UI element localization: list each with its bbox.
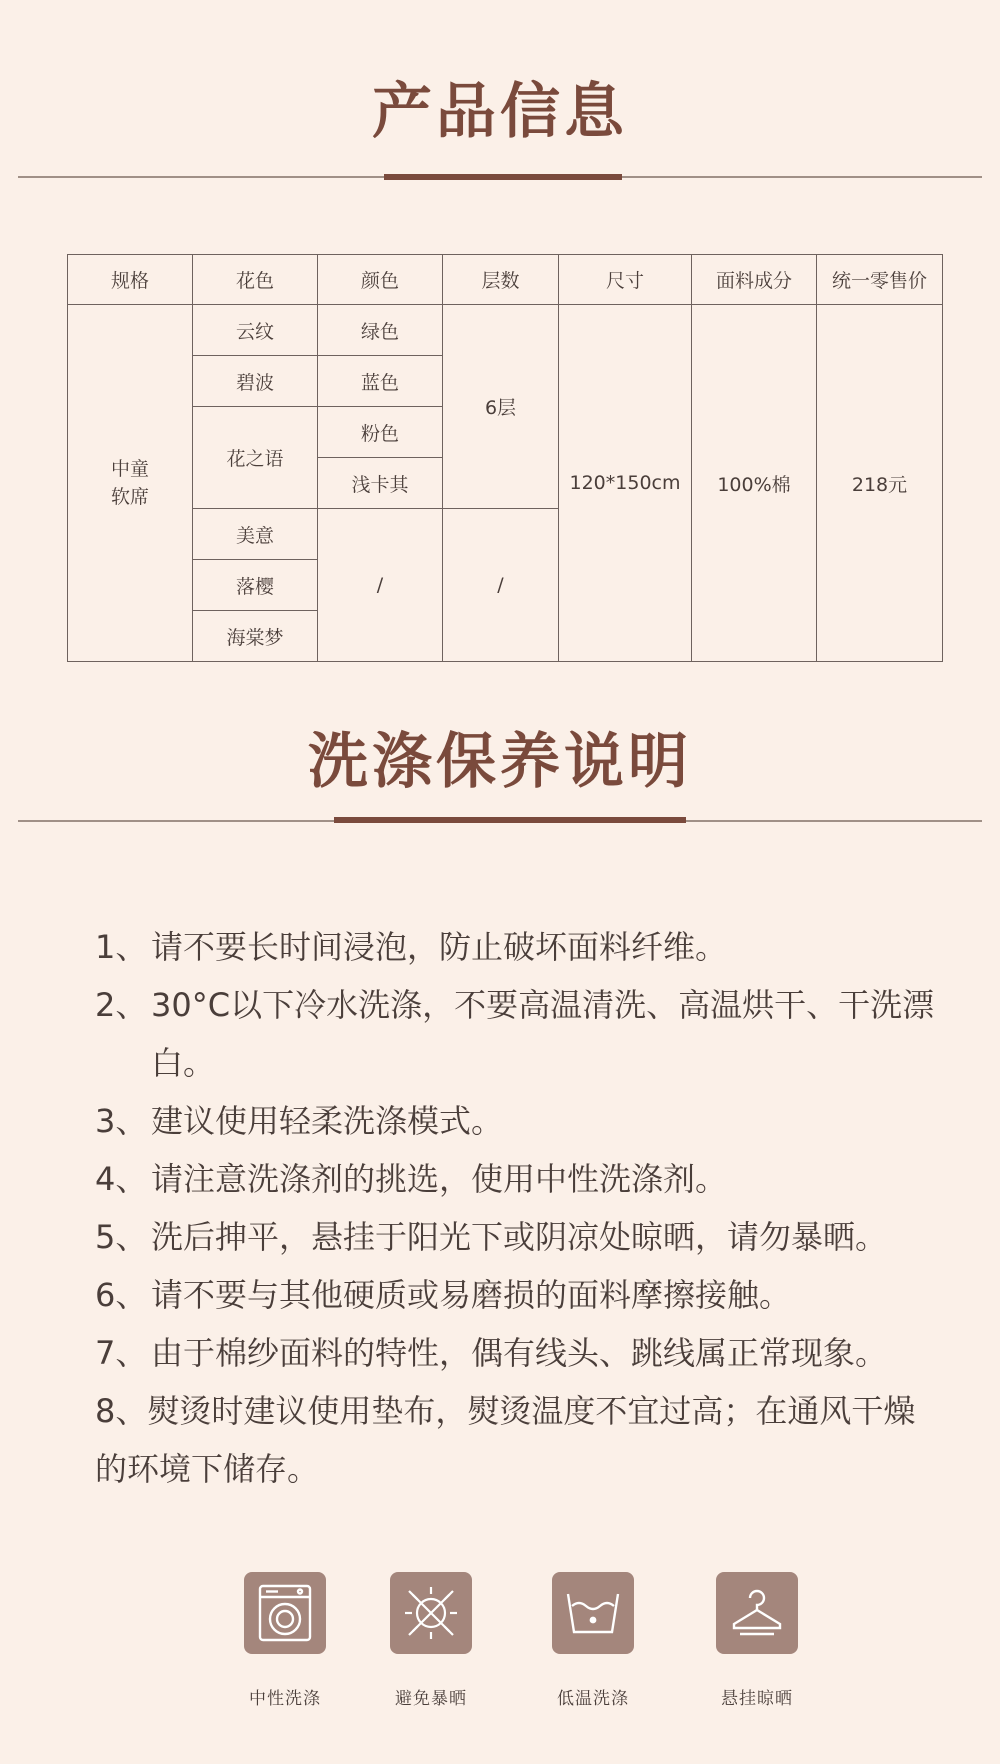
care-icon-label: 避免暴晒 bbox=[395, 1689, 467, 1709]
list-text: 洗后抻平，悬挂于阳光下或阴凉处晾晒，请勿暴晒。 bbox=[151, 1218, 888, 1256]
product-info-title: 产品信息 bbox=[372, 77, 628, 147]
header-fabric: 面料成分 bbox=[692, 255, 817, 305]
care-icons-row bbox=[0, 1572, 1000, 1712]
cell-color: 蓝色 bbox=[318, 356, 443, 407]
list-item bbox=[95, 1208, 945, 1266]
list-item bbox=[95, 918, 945, 976]
header-spec: 规格 bbox=[68, 255, 193, 305]
list-number: 1、 bbox=[95, 928, 148, 966]
cell-color: 绿色 bbox=[318, 305, 443, 356]
cell-layers: / bbox=[443, 509, 559, 662]
list-item bbox=[95, 976, 945, 1092]
cell-spec: 中童 软席 bbox=[68, 305, 193, 662]
list-text: 建议使用轻柔洗涤模式。 bbox=[151, 1102, 504, 1140]
list-item bbox=[95, 1324, 945, 1382]
no-sun-icon bbox=[390, 1572, 472, 1654]
cell-pattern: 花之语 bbox=[193, 407, 318, 509]
cell-pattern: 美意 bbox=[193, 509, 318, 560]
cell-layers: 6层 bbox=[443, 305, 559, 509]
care-icon-label: 悬挂晾晒 bbox=[721, 1689, 793, 1709]
list-text: 请不要长时间浸泡，防止破坏面料纤维。 bbox=[151, 928, 728, 966]
cell-size: 120*150cm bbox=[559, 305, 692, 662]
care-list bbox=[95, 918, 945, 1498]
list-number: 8、 bbox=[95, 1392, 148, 1430]
list-text: 由于棉纱面料的特性，偶有线头、跳线属正常现象。 bbox=[151, 1334, 888, 1372]
cell-color: 粉色 bbox=[318, 407, 443, 458]
care-icon-label: 中性洗涤 bbox=[249, 1689, 321, 1709]
list-item bbox=[95, 1092, 945, 1150]
product-spec-table bbox=[67, 254, 943, 662]
list-number: 3、 bbox=[95, 1102, 148, 1140]
title-underline bbox=[384, 174, 622, 180]
washing-machine-icon bbox=[244, 1572, 326, 1654]
list-number: 6、 bbox=[95, 1276, 148, 1314]
cell-color: 浅卡其 bbox=[318, 458, 443, 509]
table-header-row bbox=[68, 255, 943, 305]
cell-price: 218元 bbox=[817, 305, 943, 662]
title-underline bbox=[334, 817, 686, 823]
list-text: 请不要与其他硬质或易磨损的面料摩擦接触。 bbox=[151, 1276, 792, 1314]
header-price: 统一零售价 bbox=[817, 255, 943, 305]
list-number: 4、 bbox=[95, 1160, 148, 1198]
list-number: 7、 bbox=[95, 1334, 148, 1372]
header-pattern: 花色 bbox=[193, 255, 318, 305]
table-row bbox=[68, 305, 943, 356]
header-layers: 层数 bbox=[443, 255, 559, 305]
cell-pattern: 海棠梦 bbox=[193, 611, 318, 662]
cell-fabric: 100%棉 bbox=[692, 305, 817, 662]
list-number: 5、 bbox=[95, 1218, 148, 1256]
care-title: 洗涤保养说明 bbox=[308, 727, 692, 797]
cell-pattern: 云纹 bbox=[193, 305, 318, 356]
list-text: 30°C以下冷水洗涤，不要高温清洗、高温烘干、干洗漂白。 bbox=[151, 986, 935, 1082]
header-color: 颜色 bbox=[318, 255, 443, 305]
header-size: 尺寸 bbox=[559, 255, 692, 305]
cell-pattern: 碧波 bbox=[193, 356, 318, 407]
list-item bbox=[95, 1382, 945, 1498]
list-item bbox=[95, 1150, 945, 1208]
list-number: 2、 bbox=[95, 986, 148, 1024]
hanger-icon bbox=[716, 1572, 798, 1654]
list-item bbox=[95, 1266, 945, 1324]
list-text: 熨烫时建议使用垫布，熨烫温度不宜过高；在通风干燥的环境下储存。 bbox=[95, 1392, 916, 1488]
cell-color: / bbox=[318, 509, 443, 662]
cell-pattern: 落樱 bbox=[193, 560, 318, 611]
list-text: 请注意洗涤剂的挑选，使用中性洗涤剂。 bbox=[151, 1160, 728, 1198]
care-icon-label: 低温洗涤 bbox=[557, 1689, 629, 1709]
low-temp-wash-icon bbox=[552, 1572, 634, 1654]
